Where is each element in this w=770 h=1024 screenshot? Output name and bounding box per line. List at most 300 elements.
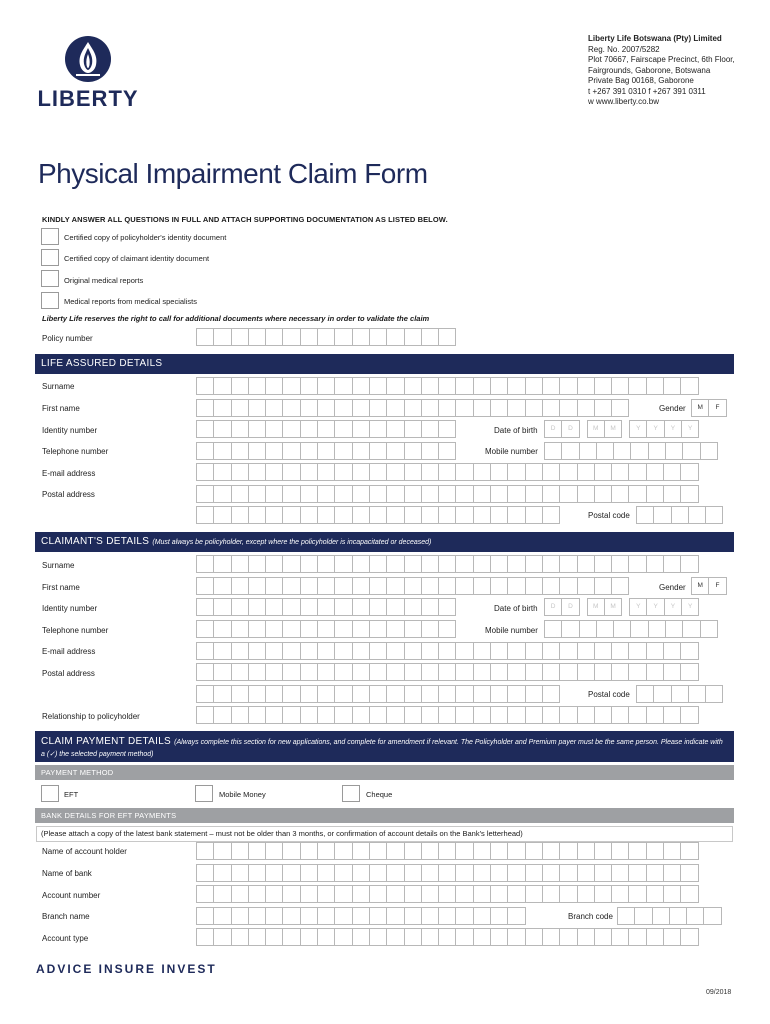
date-cell[interactable]: D — [561, 598, 579, 616]
char-cell[interactable] — [455, 663, 473, 681]
date-cell[interactable]: D — [544, 420, 562, 438]
char-cell[interactable] — [455, 377, 473, 395]
char-cell[interactable] — [473, 463, 491, 481]
char-cell[interactable] — [352, 485, 370, 503]
char-cell[interactable] — [300, 663, 318, 681]
char-cell[interactable] — [300, 328, 318, 346]
char-cell[interactable] — [663, 663, 681, 681]
char-cell[interactable] — [352, 399, 370, 417]
char-cell[interactable] — [628, 485, 646, 503]
char-cell[interactable] — [613, 620, 631, 638]
char-cell[interactable] — [231, 685, 249, 703]
date-cell[interactable]: M — [587, 420, 605, 438]
char-cell[interactable] — [265, 642, 283, 660]
la-gender-f[interactable]: F — [708, 399, 726, 417]
char-cell[interactable] — [213, 506, 231, 524]
char-cell[interactable] — [196, 620, 214, 638]
char-cell[interactable] — [352, 555, 370, 573]
mobile-money-checkbox[interactable] — [195, 785, 213, 802]
char-cell[interactable] — [525, 864, 543, 882]
cl-gender-boxes[interactable] — [691, 577, 726, 595]
char-cell[interactable] — [438, 328, 456, 346]
char-cell[interactable] — [507, 885, 525, 903]
char-cell[interactable] — [490, 928, 508, 946]
char-cell[interactable] — [300, 420, 318, 438]
char-cell[interactable] — [628, 706, 646, 724]
char-cell[interactable] — [628, 463, 646, 481]
char-cell[interactable] — [300, 399, 318, 417]
char-cell[interactable] — [559, 885, 577, 903]
char-cell[interactable] — [455, 706, 473, 724]
char-cell[interactable] — [248, 485, 266, 503]
char-cell[interactable] — [282, 463, 300, 481]
char-cell[interactable] — [680, 706, 698, 724]
char-cell[interactable] — [334, 663, 352, 681]
char-cell[interactable] — [680, 885, 698, 903]
char-cell[interactable] — [334, 598, 352, 616]
char-cell[interactable] — [680, 663, 698, 681]
char-cell[interactable] — [231, 420, 249, 438]
char-cell[interactable] — [369, 663, 387, 681]
char-cell[interactable] — [248, 328, 266, 346]
char-cell[interactable] — [680, 377, 698, 395]
char-cell[interactable] — [421, 598, 439, 616]
char-cell[interactable] — [579, 620, 597, 638]
char-cell[interactable] — [265, 506, 283, 524]
char-cell[interactable] — [421, 864, 439, 882]
char-cell[interactable] — [231, 485, 249, 503]
char-cell[interactable] — [421, 377, 439, 395]
char-cell[interactable] — [300, 463, 318, 481]
char-cell[interactable] — [559, 842, 577, 860]
char-cell[interactable] — [334, 328, 352, 346]
char-cell[interactable] — [300, 555, 318, 573]
char-cell[interactable] — [490, 399, 508, 417]
char-cell[interactable] — [525, 928, 543, 946]
char-cell[interactable] — [542, 399, 560, 417]
char-cell[interactable] — [265, 442, 283, 460]
char-cell[interactable] — [438, 907, 456, 925]
char-cell[interactable] — [265, 577, 283, 595]
cl-relationship-input[interactable] — [196, 706, 698, 724]
char-cell[interactable] — [438, 864, 456, 882]
char-cell[interactable] — [404, 685, 422, 703]
char-cell[interactable] — [577, 577, 595, 595]
char-cell[interactable] — [421, 885, 439, 903]
char-cell[interactable] — [352, 663, 370, 681]
char-cell[interactable] — [213, 328, 231, 346]
char-cell[interactable] — [196, 864, 214, 882]
char-cell[interactable] — [317, 842, 335, 860]
char-cell[interactable] — [703, 907, 721, 925]
char-cell[interactable] — [646, 555, 664, 573]
policy-number-input[interactable] — [196, 328, 455, 346]
char-cell[interactable] — [300, 577, 318, 595]
la-surname-input[interactable] — [196, 377, 698, 395]
char-cell[interactable] — [455, 907, 473, 925]
char-cell[interactable] — [231, 555, 249, 573]
char-cell[interactable] — [213, 842, 231, 860]
char-cell[interactable] — [317, 485, 335, 503]
char-cell[interactable] — [473, 399, 491, 417]
char-cell[interactable] — [231, 907, 249, 925]
char-cell[interactable] — [455, 577, 473, 595]
char-cell[interactable] — [248, 577, 266, 595]
char-cell[interactable] — [196, 506, 214, 524]
char-cell[interactable] — [231, 706, 249, 724]
char-cell[interactable] — [507, 399, 525, 417]
char-cell[interactable] — [265, 399, 283, 417]
char-cell[interactable] — [231, 399, 249, 417]
char-cell[interactable] — [455, 842, 473, 860]
char-cell[interactable] — [594, 485, 612, 503]
char-cell[interactable] — [369, 864, 387, 882]
char-cell[interactable] — [300, 864, 318, 882]
char-cell[interactable] — [404, 463, 422, 481]
char-cell[interactable] — [646, 463, 664, 481]
char-cell[interactable] — [561, 442, 579, 460]
date-cell[interactable]: M — [587, 598, 605, 616]
char-cell[interactable] — [369, 598, 387, 616]
char-cell[interactable] — [248, 442, 266, 460]
bank-name-input[interactable] — [196, 864, 698, 882]
char-cell[interactable] — [473, 377, 491, 395]
char-cell[interactable] — [334, 706, 352, 724]
char-cell[interactable] — [386, 442, 404, 460]
char-cell[interactable] — [611, 463, 629, 481]
char-cell[interactable] — [525, 463, 543, 481]
char-cell[interactable] — [490, 907, 508, 925]
char-cell[interactable] — [525, 485, 543, 503]
cl-surname-input[interactable] — [196, 555, 698, 573]
char-cell[interactable] — [438, 399, 456, 417]
char-cell[interactable] — [334, 420, 352, 438]
char-cell[interactable] — [438, 555, 456, 573]
char-cell[interactable] — [248, 399, 266, 417]
char-cell[interactable] — [196, 685, 214, 703]
char-cell[interactable] — [507, 842, 525, 860]
char-cell[interactable] — [282, 399, 300, 417]
char-cell[interactable] — [559, 577, 577, 595]
char-cell[interactable] — [542, 485, 560, 503]
char-cell[interactable] — [369, 620, 387, 638]
char-cell[interactable] — [663, 555, 681, 573]
char-cell[interactable] — [196, 463, 214, 481]
char-cell[interactable] — [352, 577, 370, 595]
char-cell[interactable] — [438, 420, 456, 438]
char-cell[interactable] — [646, 842, 664, 860]
char-cell[interactable] — [404, 663, 422, 681]
char-cell[interactable] — [525, 842, 543, 860]
char-cell[interactable] — [213, 885, 231, 903]
char-cell[interactable] — [542, 885, 560, 903]
char-cell[interactable] — [334, 463, 352, 481]
char-cell[interactable] — [369, 885, 387, 903]
char-cell[interactable] — [455, 864, 473, 882]
char-cell[interactable] — [248, 463, 266, 481]
char-cell[interactable] — [213, 577, 231, 595]
char-cell[interactable] — [542, 685, 560, 703]
char-cell[interactable] — [386, 485, 404, 503]
char-cell[interactable] — [438, 463, 456, 481]
char-cell[interactable] — [507, 907, 525, 925]
char-cell[interactable] — [282, 864, 300, 882]
char-cell[interactable] — [386, 598, 404, 616]
char-cell[interactable] — [594, 885, 612, 903]
char-cell[interactable] — [352, 377, 370, 395]
char-cell[interactable] — [686, 907, 704, 925]
char-cell[interactable] — [542, 555, 560, 573]
char-cell[interactable] — [421, 485, 439, 503]
char-cell[interactable] — [628, 885, 646, 903]
char-cell[interactable] — [628, 642, 646, 660]
char-cell[interactable] — [525, 377, 543, 395]
char-cell[interactable] — [300, 377, 318, 395]
char-cell[interactable] — [544, 442, 562, 460]
char-cell[interactable] — [386, 328, 404, 346]
char-cell[interactable] — [663, 842, 681, 860]
char-cell[interactable] — [386, 928, 404, 946]
char-cell[interactable] — [421, 928, 439, 946]
char-cell[interactable] — [282, 620, 300, 638]
char-cell[interactable] — [653, 506, 671, 524]
la-tel-input[interactable] — [196, 442, 455, 460]
char-cell[interactable] — [352, 420, 370, 438]
char-cell[interactable] — [334, 864, 352, 882]
char-cell[interactable] — [653, 685, 671, 703]
char-cell[interactable] — [613, 442, 631, 460]
char-cell[interactable] — [352, 328, 370, 346]
char-cell[interactable] — [231, 663, 249, 681]
char-cell[interactable] — [577, 928, 595, 946]
char-cell[interactable] — [352, 463, 370, 481]
char-cell[interactable] — [404, 485, 422, 503]
char-cell[interactable] — [404, 598, 422, 616]
char-cell[interactable] — [317, 598, 335, 616]
char-cell[interactable] — [577, 706, 595, 724]
char-cell[interactable] — [265, 907, 283, 925]
char-cell[interactable] — [352, 864, 370, 882]
char-cell[interactable] — [265, 685, 283, 703]
char-cell[interactable] — [369, 506, 387, 524]
char-cell[interactable] — [455, 642, 473, 660]
char-cell[interactable] — [682, 442, 700, 460]
char-cell[interactable] — [334, 377, 352, 395]
char-cell[interactable] — [490, 463, 508, 481]
char-cell[interactable] — [334, 885, 352, 903]
char-cell[interactable] — [577, 663, 595, 681]
char-cell[interactable] — [542, 928, 560, 946]
char-cell[interactable] — [648, 442, 666, 460]
char-cell[interactable] — [248, 907, 266, 925]
char-cell[interactable] — [334, 399, 352, 417]
char-cell[interactable] — [282, 907, 300, 925]
char-cell[interactable] — [386, 907, 404, 925]
char-cell[interactable] — [421, 620, 439, 638]
char-cell[interactable] — [334, 485, 352, 503]
char-cell[interactable] — [386, 577, 404, 595]
char-cell[interactable] — [646, 885, 664, 903]
char-cell[interactable] — [611, 399, 629, 417]
char-cell[interactable] — [317, 685, 335, 703]
char-cell[interactable] — [705, 506, 723, 524]
char-cell[interactable] — [525, 399, 543, 417]
char-cell[interactable] — [196, 598, 214, 616]
char-cell[interactable] — [577, 377, 595, 395]
char-cell[interactable] — [300, 598, 318, 616]
char-cell[interactable] — [559, 485, 577, 503]
char-cell[interactable] — [559, 377, 577, 395]
char-cell[interactable] — [265, 598, 283, 616]
cl-mobile-input[interactable] — [544, 620, 717, 638]
char-cell[interactable] — [213, 642, 231, 660]
char-cell[interactable] — [404, 506, 422, 524]
account-holder-input[interactable] — [196, 842, 698, 860]
char-cell[interactable] — [594, 399, 612, 417]
char-cell[interactable] — [352, 842, 370, 860]
char-cell[interactable] — [663, 885, 681, 903]
doc-checkbox-2[interactable] — [41, 249, 59, 266]
char-cell[interactable] — [490, 685, 508, 703]
char-cell[interactable] — [473, 928, 491, 946]
char-cell[interactable] — [594, 642, 612, 660]
char-cell[interactable] — [352, 620, 370, 638]
char-cell[interactable] — [577, 555, 595, 573]
char-cell[interactable] — [473, 907, 491, 925]
char-cell[interactable] — [421, 663, 439, 681]
char-cell[interactable] — [617, 907, 635, 925]
char-cell[interactable] — [317, 577, 335, 595]
char-cell[interactable] — [386, 620, 404, 638]
date-cell[interactable]: Y — [646, 598, 664, 616]
char-cell[interactable] — [196, 842, 214, 860]
char-cell[interactable] — [559, 864, 577, 882]
char-cell[interactable] — [542, 663, 560, 681]
char-cell[interactable] — [490, 864, 508, 882]
char-cell[interactable] — [663, 377, 681, 395]
char-cell[interactable] — [282, 842, 300, 860]
char-cell[interactable] — [369, 642, 387, 660]
char-cell[interactable] — [334, 642, 352, 660]
char-cell[interactable] — [369, 555, 387, 573]
char-cell[interactable] — [196, 706, 214, 724]
char-cell[interactable] — [386, 685, 404, 703]
char-cell[interactable] — [196, 885, 214, 903]
char-cell[interactable] — [594, 577, 612, 595]
char-cell[interactable] — [334, 842, 352, 860]
char-cell[interactable] — [369, 463, 387, 481]
char-cell[interactable] — [265, 328, 283, 346]
eft-checkbox[interactable] — [41, 785, 59, 802]
char-cell[interactable] — [663, 706, 681, 724]
char-cell[interactable] — [300, 442, 318, 460]
char-cell[interactable] — [438, 598, 456, 616]
char-cell[interactable] — [317, 663, 335, 681]
char-cell[interactable] — [248, 885, 266, 903]
cl-gender-m[interactable]: M — [691, 577, 709, 595]
char-cell[interactable] — [317, 463, 335, 481]
char-cell[interactable] — [688, 506, 706, 524]
char-cell[interactable] — [438, 642, 456, 660]
char-cell[interactable] — [196, 420, 214, 438]
char-cell[interactable] — [196, 642, 214, 660]
char-cell[interactable] — [688, 685, 706, 703]
char-cell[interactable] — [317, 885, 335, 903]
char-cell[interactable] — [369, 685, 387, 703]
char-cell[interactable] — [282, 685, 300, 703]
char-cell[interactable] — [404, 864, 422, 882]
char-cell[interactable] — [525, 706, 543, 724]
char-cell[interactable] — [525, 577, 543, 595]
char-cell[interactable] — [248, 663, 266, 681]
la-firstname-input[interactable] — [196, 399, 628, 417]
char-cell[interactable] — [594, 377, 612, 395]
char-cell[interactable] — [455, 555, 473, 573]
char-cell[interactable] — [525, 685, 543, 703]
char-cell[interactable] — [663, 463, 681, 481]
char-cell[interactable] — [231, 506, 249, 524]
char-cell[interactable] — [438, 706, 456, 724]
doc-checkbox-1[interactable] — [41, 228, 59, 245]
char-cell[interactable] — [525, 506, 543, 524]
char-cell[interactable] — [213, 598, 231, 616]
char-cell[interactable] — [213, 620, 231, 638]
char-cell[interactable] — [231, 328, 249, 346]
char-cell[interactable] — [490, 842, 508, 860]
char-cell[interactable] — [248, 642, 266, 660]
char-cell[interactable] — [628, 928, 646, 946]
char-cell[interactable] — [421, 463, 439, 481]
char-cell[interactable] — [282, 442, 300, 460]
char-cell[interactable] — [369, 399, 387, 417]
char-cell[interactable] — [680, 928, 698, 946]
char-cell[interactable] — [438, 377, 456, 395]
char-cell[interactable] — [473, 577, 491, 595]
char-cell[interactable] — [700, 442, 718, 460]
char-cell[interactable] — [265, 885, 283, 903]
char-cell[interactable] — [404, 328, 422, 346]
char-cell[interactable] — [507, 555, 525, 573]
char-cell[interactable] — [438, 885, 456, 903]
char-cell[interactable] — [525, 663, 543, 681]
char-cell[interactable] — [611, 928, 629, 946]
char-cell[interactable] — [507, 642, 525, 660]
date-cell[interactable]: Y — [681, 420, 699, 438]
char-cell[interactable] — [648, 620, 666, 638]
char-cell[interactable] — [369, 377, 387, 395]
char-cell[interactable] — [317, 399, 335, 417]
char-cell[interactable] — [386, 706, 404, 724]
cl-postal-input-2[interactable] — [196, 685, 559, 703]
char-cell[interactable] — [490, 506, 508, 524]
account-type-input[interactable] — [196, 928, 698, 946]
date-cell[interactable]: Y — [664, 420, 682, 438]
char-cell[interactable] — [490, 377, 508, 395]
char-cell[interactable] — [473, 685, 491, 703]
char-cell[interactable] — [455, 463, 473, 481]
date-cell[interactable]: Y — [629, 420, 647, 438]
char-cell[interactable] — [473, 485, 491, 503]
char-cell[interactable] — [421, 442, 439, 460]
char-cell[interactable] — [213, 377, 231, 395]
char-cell[interactable] — [646, 928, 664, 946]
char-cell[interactable] — [455, 485, 473, 503]
char-cell[interactable] — [473, 663, 491, 681]
char-cell[interactable] — [282, 885, 300, 903]
char-cell[interactable] — [282, 328, 300, 346]
char-cell[interactable] — [611, 842, 629, 860]
char-cell[interactable] — [577, 842, 595, 860]
